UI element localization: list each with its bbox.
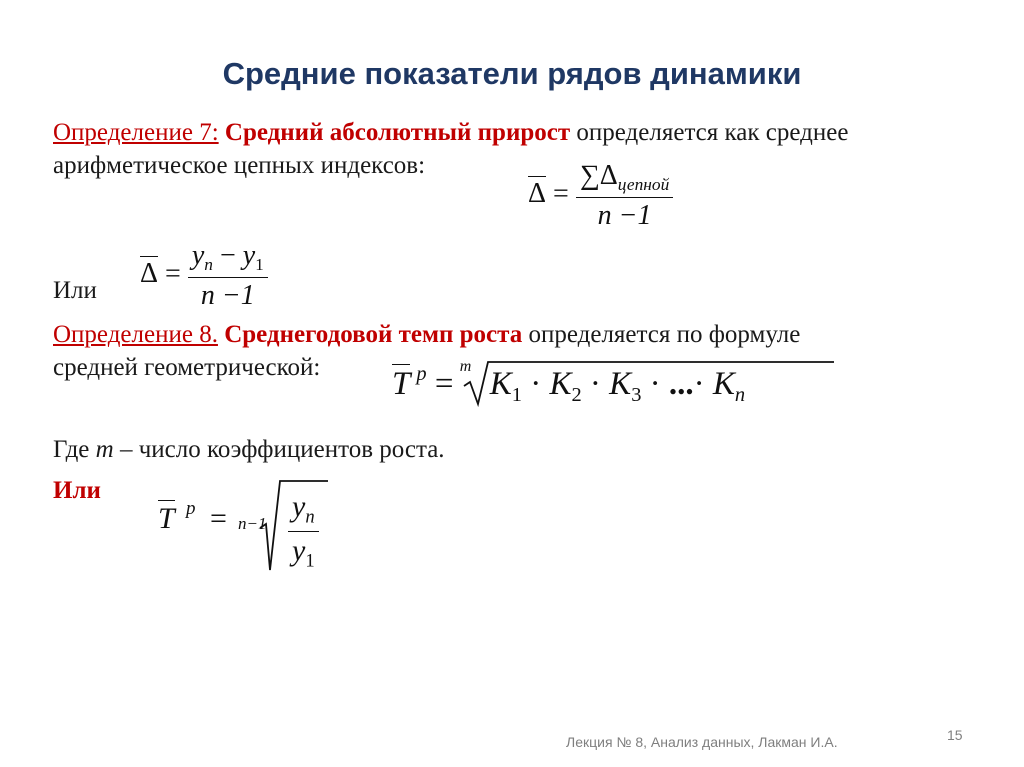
formula3-dot-2: ·	[589, 366, 601, 402]
formula3-dot-1: ·	[530, 366, 542, 402]
slide-title: Средние показатели рядов динамики	[222, 56, 802, 91]
formula3-dot-3: ·	[649, 366, 661, 402]
formula2-lhs: Δ	[140, 258, 159, 290]
where-variable: m	[95, 436, 114, 463]
where-prefix: Где	[53, 436, 96, 463]
formula2-y-1: y	[242, 240, 256, 271]
or-label-1: Или	[53, 277, 97, 304]
formula4-y-n: y	[292, 490, 306, 523]
formula1-lhs: Δ	[528, 178, 547, 210]
formula1-equals: =	[553, 178, 569, 210]
formula3-k2-subscript: 2	[571, 384, 582, 407]
formula-mean-absolute-growth-chain	[528, 160, 673, 232]
formula1-sum: ∑Δ	[579, 160, 618, 191]
formula1-sum-subscript: цепной	[617, 175, 670, 195]
definition-7	[53, 116, 989, 182]
formula-average-growth-rate-geometric	[392, 358, 772, 418]
formula4-y-1: y	[292, 533, 306, 567]
formula4-lhs: T	[158, 502, 175, 535]
formula2-fraction	[188, 240, 268, 312]
where-note	[53, 433, 989, 466]
formula2-numerator	[188, 240, 268, 278]
formula2-y-1-subscript: 1	[255, 255, 264, 275]
formula3-root-index: m	[459, 358, 472, 375]
formula3-kn-subscript: n	[734, 384, 746, 407]
formula3-k3: K	[609, 366, 632, 402]
formula3-k2: K	[549, 366, 572, 402]
formula3-radical-sign	[459, 358, 834, 410]
definition-7-text-line1: определяется как среднее	[570, 119, 849, 146]
formula4-fraction	[288, 490, 319, 572]
formula3-lhs: T	[392, 366, 411, 402]
definition-8-text-line2: средней геометрической:	[53, 354, 321, 381]
definition-8-term: Среднегодовой темп роста	[224, 321, 523, 348]
formula-mean-absolute-growth-endpoints	[140, 240, 268, 312]
formula3-dot-4: ·	[693, 366, 705, 402]
formula1-denominator: n −1	[597, 200, 652, 232]
formula3-k1: K	[489, 366, 512, 402]
definition-7-term: Средний абсолютный прирост	[224, 119, 571, 146]
formula-average-growth-rate-endpoints	[158, 478, 358, 578]
formula3-k3-subscript: 3	[631, 384, 642, 407]
formula2-y-n-subscript: n	[204, 255, 213, 275]
slide-footer: Лекция № 8, Анализ данных, Лакман И.А.	[566, 734, 838, 750]
formula3-root	[459, 358, 746, 407]
formula2-denominator: n −1	[200, 280, 255, 312]
formula4-y-n-subscript: n	[305, 506, 315, 528]
formula4-y-1-subscript: 1	[305, 550, 315, 571]
or-label-2: Или	[53, 477, 101, 504]
page-number: 15	[947, 727, 963, 743]
formula3-equals: =	[434, 366, 454, 402]
formula4-denominator	[288, 532, 319, 573]
formula2-minus: −	[212, 240, 243, 271]
formula3-kn: K	[712, 366, 735, 402]
formula4-equals: =	[210, 502, 227, 535]
where-text: – число коэффициентов роста.	[113, 436, 445, 463]
formula2-y-n: y	[191, 240, 205, 271]
formula4-numerator	[288, 490, 319, 532]
definition-8-text-line1: определяется по формуле	[522, 321, 801, 348]
definition-7-text-line2: арифметическое цепных индексов:	[53, 152, 426, 179]
formula3-lhs-superscript: p	[416, 362, 427, 385]
formula4-lhs-superscript: p	[186, 498, 196, 519]
formula3-ellipsis: ...	[668, 366, 694, 402]
definition-8-label: Определение 8.	[53, 321, 218, 348]
definition-7-label: Определение 7:	[53, 119, 219, 146]
formula3-k1-subscript: 1	[511, 384, 522, 407]
formula1-numerator	[576, 160, 673, 198]
formula1-fraction	[576, 160, 673, 232]
formula4-root-index: n−1	[238, 514, 267, 533]
formula2-equals: =	[165, 258, 181, 290]
